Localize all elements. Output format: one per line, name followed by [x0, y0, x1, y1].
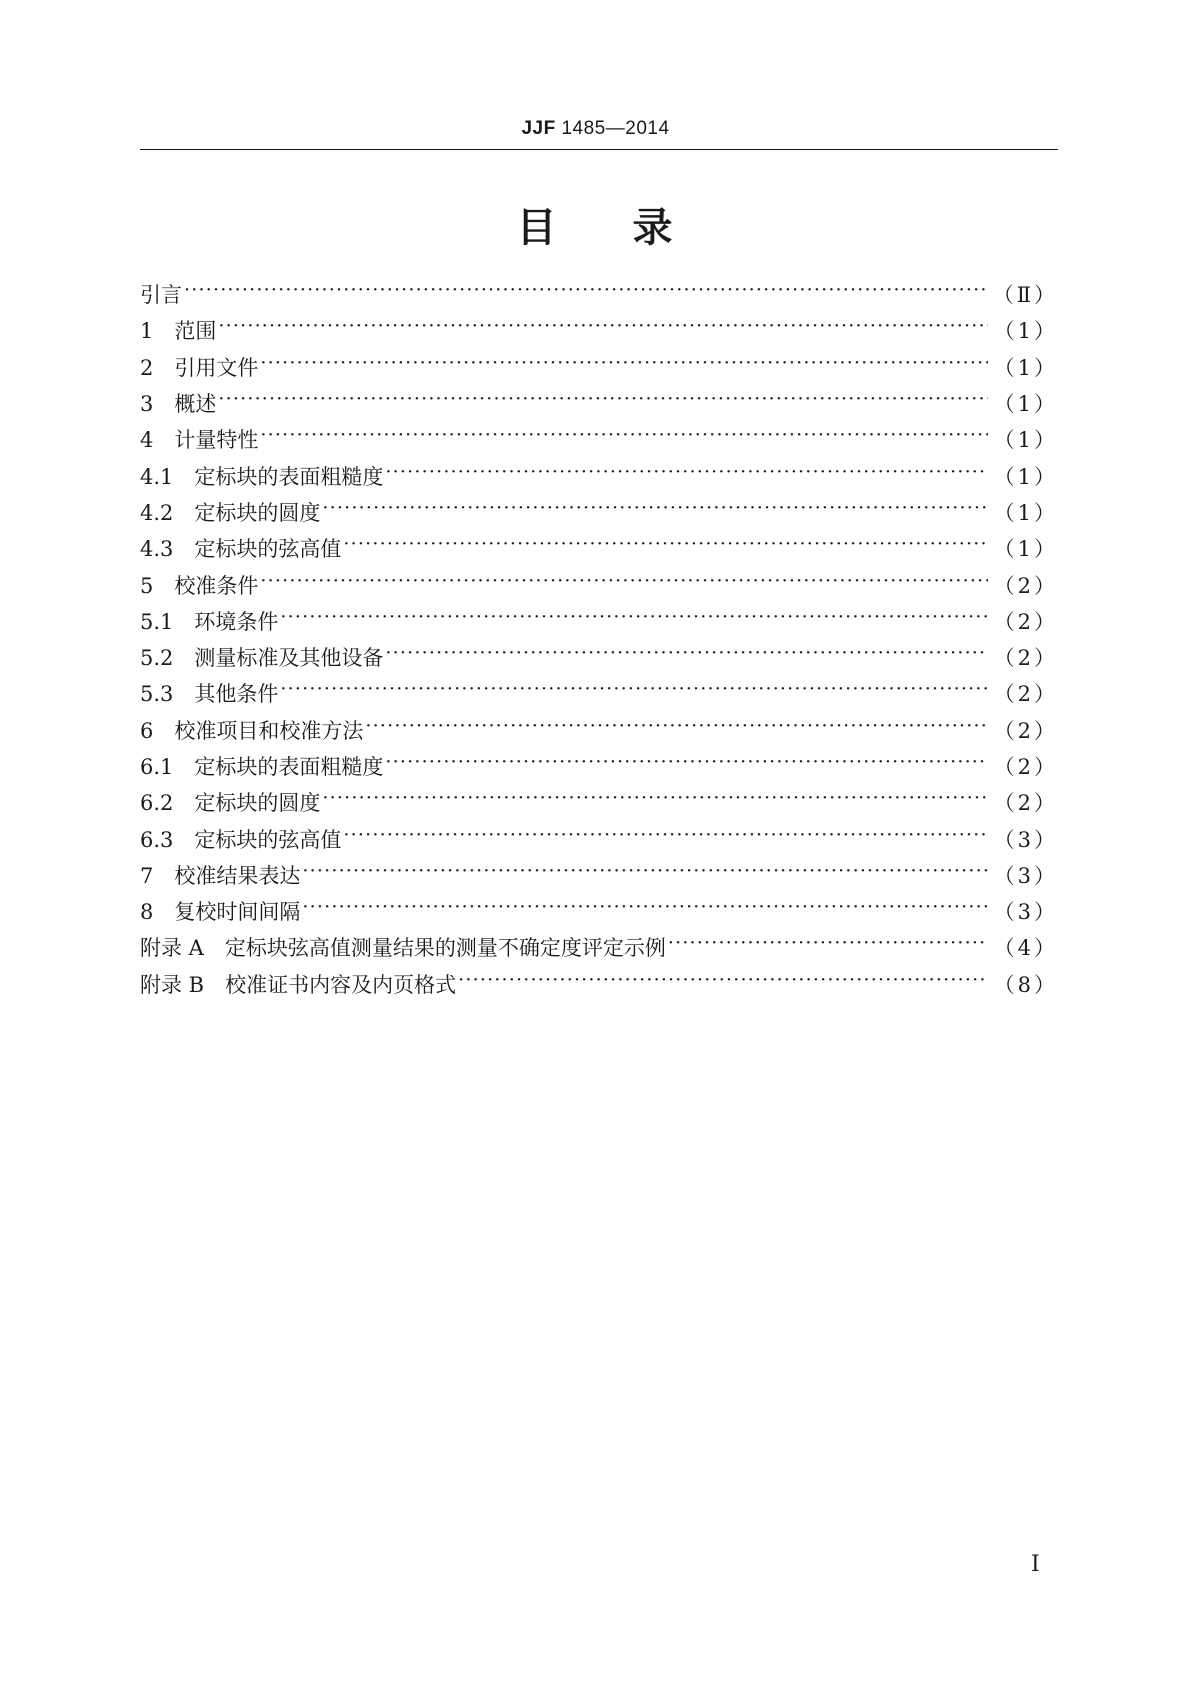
toc-entry-page: （2） [993, 573, 1058, 598]
toc-entry[interactable] [140, 603, 1058, 639]
toc-entry-number: 6 [140, 718, 154, 743]
toc-entry-title [140, 279, 182, 309]
toc-leader-dots [218, 392, 987, 414]
toc-entry-page: （1） [993, 428, 1058, 453]
toc-entry-number: 附录 B [140, 972, 205, 997]
document-code-prefix: JJF [521, 118, 556, 139]
toc-entry-title [140, 715, 363, 745]
toc-entry-number: 7 [140, 863, 154, 888]
toc-entry-number: 2 [140, 355, 154, 380]
toc-leader-dots [218, 319, 987, 341]
toc-entry-label: 校准结果表达 [174, 863, 301, 888]
toc-entry-page: （1） [993, 537, 1058, 562]
toc-entry-number: 4.3 [140, 537, 174, 562]
toc-entry-title [140, 315, 216, 345]
toc-entry-number: 4.2 [140, 500, 174, 525]
toc-entry-title [140, 497, 320, 527]
table-of-contents [140, 276, 1058, 1002]
toc-entry-label: 校准证书内容及内页格式 [225, 972, 457, 997]
toc-leader-dots [343, 537, 987, 559]
toc-entry[interactable] [140, 312, 1058, 348]
toc-entry-page: （3） [993, 827, 1058, 852]
toc-leader-dots [343, 828, 987, 850]
toc-entry-page: （1） [993, 392, 1058, 417]
toc-entry-page: （1） [993, 355, 1058, 380]
toc-entry-number: 5.2 [140, 646, 174, 671]
toc-entry-label: 定标块的弦高值 [194, 827, 342, 852]
page-title [0, 196, 1191, 253]
toc-leader-dots [365, 719, 987, 741]
toc-entry-title [140, 352, 258, 382]
toc-entry-label: 引用文件 [174, 355, 259, 380]
toc-entry-number: 6.2 [140, 791, 174, 816]
toc-entry-page: （3） [993, 863, 1058, 888]
toc-leader-dots [322, 791, 987, 813]
toc-entry-page: （8） [993, 972, 1058, 997]
toc-entry[interactable] [140, 276, 1058, 312]
toc-entry[interactable] [140, 494, 1058, 530]
document-code-number: 1485—2014 [561, 118, 670, 139]
toc-leader-dots [302, 864, 987, 886]
toc-entry[interactable] [140, 748, 1058, 784]
toc-entry-title [140, 896, 300, 926]
toc-entry-page: （3） [993, 900, 1058, 925]
toc-leader-dots [260, 428, 987, 450]
toc-entry-title [140, 570, 258, 600]
toc-entry-label: 定标块的圆度 [194, 500, 321, 525]
toc-entry-title [140, 860, 300, 890]
toc-entry-title [140, 533, 341, 563]
toc-entry-label: 定标块的弦高值 [194, 537, 342, 562]
toc-entry-number: 6.1 [140, 755, 174, 779]
toc-entry-label: 引言 [140, 283, 182, 308]
toc-leader-dots [668, 936, 988, 958]
toc-entry-label: 校准条件 [174, 573, 259, 598]
toc-entry-label: 定标块的表面粗糙度 [194, 464, 384, 489]
toc-entry[interactable] [140, 893, 1058, 929]
toc-entry-number: 5.1 [140, 609, 174, 634]
document-code [0, 118, 1191, 140]
page-title-part1: 目 [516, 205, 559, 251]
toc-entry-number: 3 [140, 392, 154, 417]
toc-entry-number: 1 [140, 319, 154, 344]
toc-entry-page: （4） [993, 936, 1058, 961]
toc-entry-label: 范围 [174, 319, 217, 344]
toc-entry-title [140, 606, 278, 636]
header-divider [140, 149, 1058, 150]
toc-entry-label: 定标块弦高值测量结果的测量不确定度评定示例 [224, 936, 666, 961]
toc-entry-label: 环境条件 [194, 609, 279, 634]
toc-entry-title [140, 824, 341, 854]
toc-entry[interactable] [140, 566, 1058, 602]
toc-entry[interactable] [140, 530, 1058, 566]
toc-entry-label: 概述 [174, 392, 217, 417]
toc-entry[interactable] [140, 857, 1058, 893]
toc-entry[interactable] [140, 929, 1058, 965]
toc-entry-number: 5 [140, 573, 154, 598]
toc-entry-title [140, 932, 666, 962]
toc-leader-dots [385, 465, 987, 487]
toc-leader-dots [260, 356, 987, 378]
toc-entry-title [140, 969, 456, 999]
toc-leader-dots [280, 682, 987, 704]
toc-entry-title [140, 388, 216, 418]
toc-entry[interactable] [140, 349, 1058, 385]
toc-entry-page: （1） [993, 464, 1058, 489]
toc-entry[interactable] [140, 784, 1058, 820]
toc-entry-label: 定标块的圆度 [194, 791, 321, 816]
toc-entry-number: 5.3 [140, 682, 174, 707]
toc-leader-dots [458, 973, 988, 995]
toc-entry-number: 6.3 [140, 827, 174, 852]
toc-entry[interactable] [140, 966, 1058, 1002]
toc-entry-page: （1） [993, 500, 1058, 525]
page-title-part2: 录 [632, 205, 675, 251]
toc-entry-number: 4.1 [140, 464, 174, 489]
toc-entry-title [140, 751, 383, 781]
toc-entry-label: 定标块的表面粗糙度 [194, 755, 384, 779]
toc-leader-dots [260, 574, 987, 596]
toc-leader-dots [322, 501, 987, 523]
toc-entry-page: （2） [993, 646, 1058, 671]
toc-entry-label: 校准项目和校准方法 [174, 718, 364, 743]
toc-entry-title [140, 787, 320, 817]
toc-entry[interactable] [140, 385, 1058, 421]
toc-entry-page: （2） [993, 791, 1058, 816]
toc-entry-page: （2） [993, 718, 1058, 743]
toc-leader-dots [280, 610, 987, 632]
toc-entry[interactable] [140, 712, 1058, 748]
toc-entry-title [140, 678, 278, 708]
toc-leader-dots [184, 283, 987, 305]
toc-entry-title [140, 642, 383, 672]
toc-entry-number: 8 [140, 900, 154, 925]
toc-leader-dots [302, 900, 987, 922]
toc-entry-label: 其他条件 [194, 682, 279, 707]
toc-entry-page: （1） [993, 319, 1058, 344]
toc-entry-page: （2） [993, 682, 1058, 707]
toc-entry[interactable] [140, 421, 1058, 457]
toc-entry-number: 附录 A [140, 936, 204, 961]
toc-entry[interactable] [140, 675, 1058, 711]
toc-entry-label: 复校时间间隔 [174, 900, 301, 925]
toc-entry-page: （2） [993, 609, 1058, 634]
toc-leader-dots [385, 755, 987, 777]
toc-entry-page: （Ⅱ） [992, 283, 1058, 308]
toc-leader-dots [385, 646, 987, 668]
toc-entry-title [140, 424, 258, 454]
toc-entry[interactable] [140, 820, 1058, 856]
toc-entry-number: 4 [140, 428, 154, 453]
toc-entry[interactable] [140, 639, 1058, 675]
toc-entry-page: （2） [993, 755, 1058, 779]
toc-entry-title [140, 461, 383, 491]
page-number: Ⅰ [1031, 1552, 1040, 1577]
toc-entry-label: 计量特性 [174, 428, 259, 453]
toc-entry[interactable] [140, 457, 1058, 493]
toc-entry-label: 测量标准及其他设备 [194, 646, 384, 671]
